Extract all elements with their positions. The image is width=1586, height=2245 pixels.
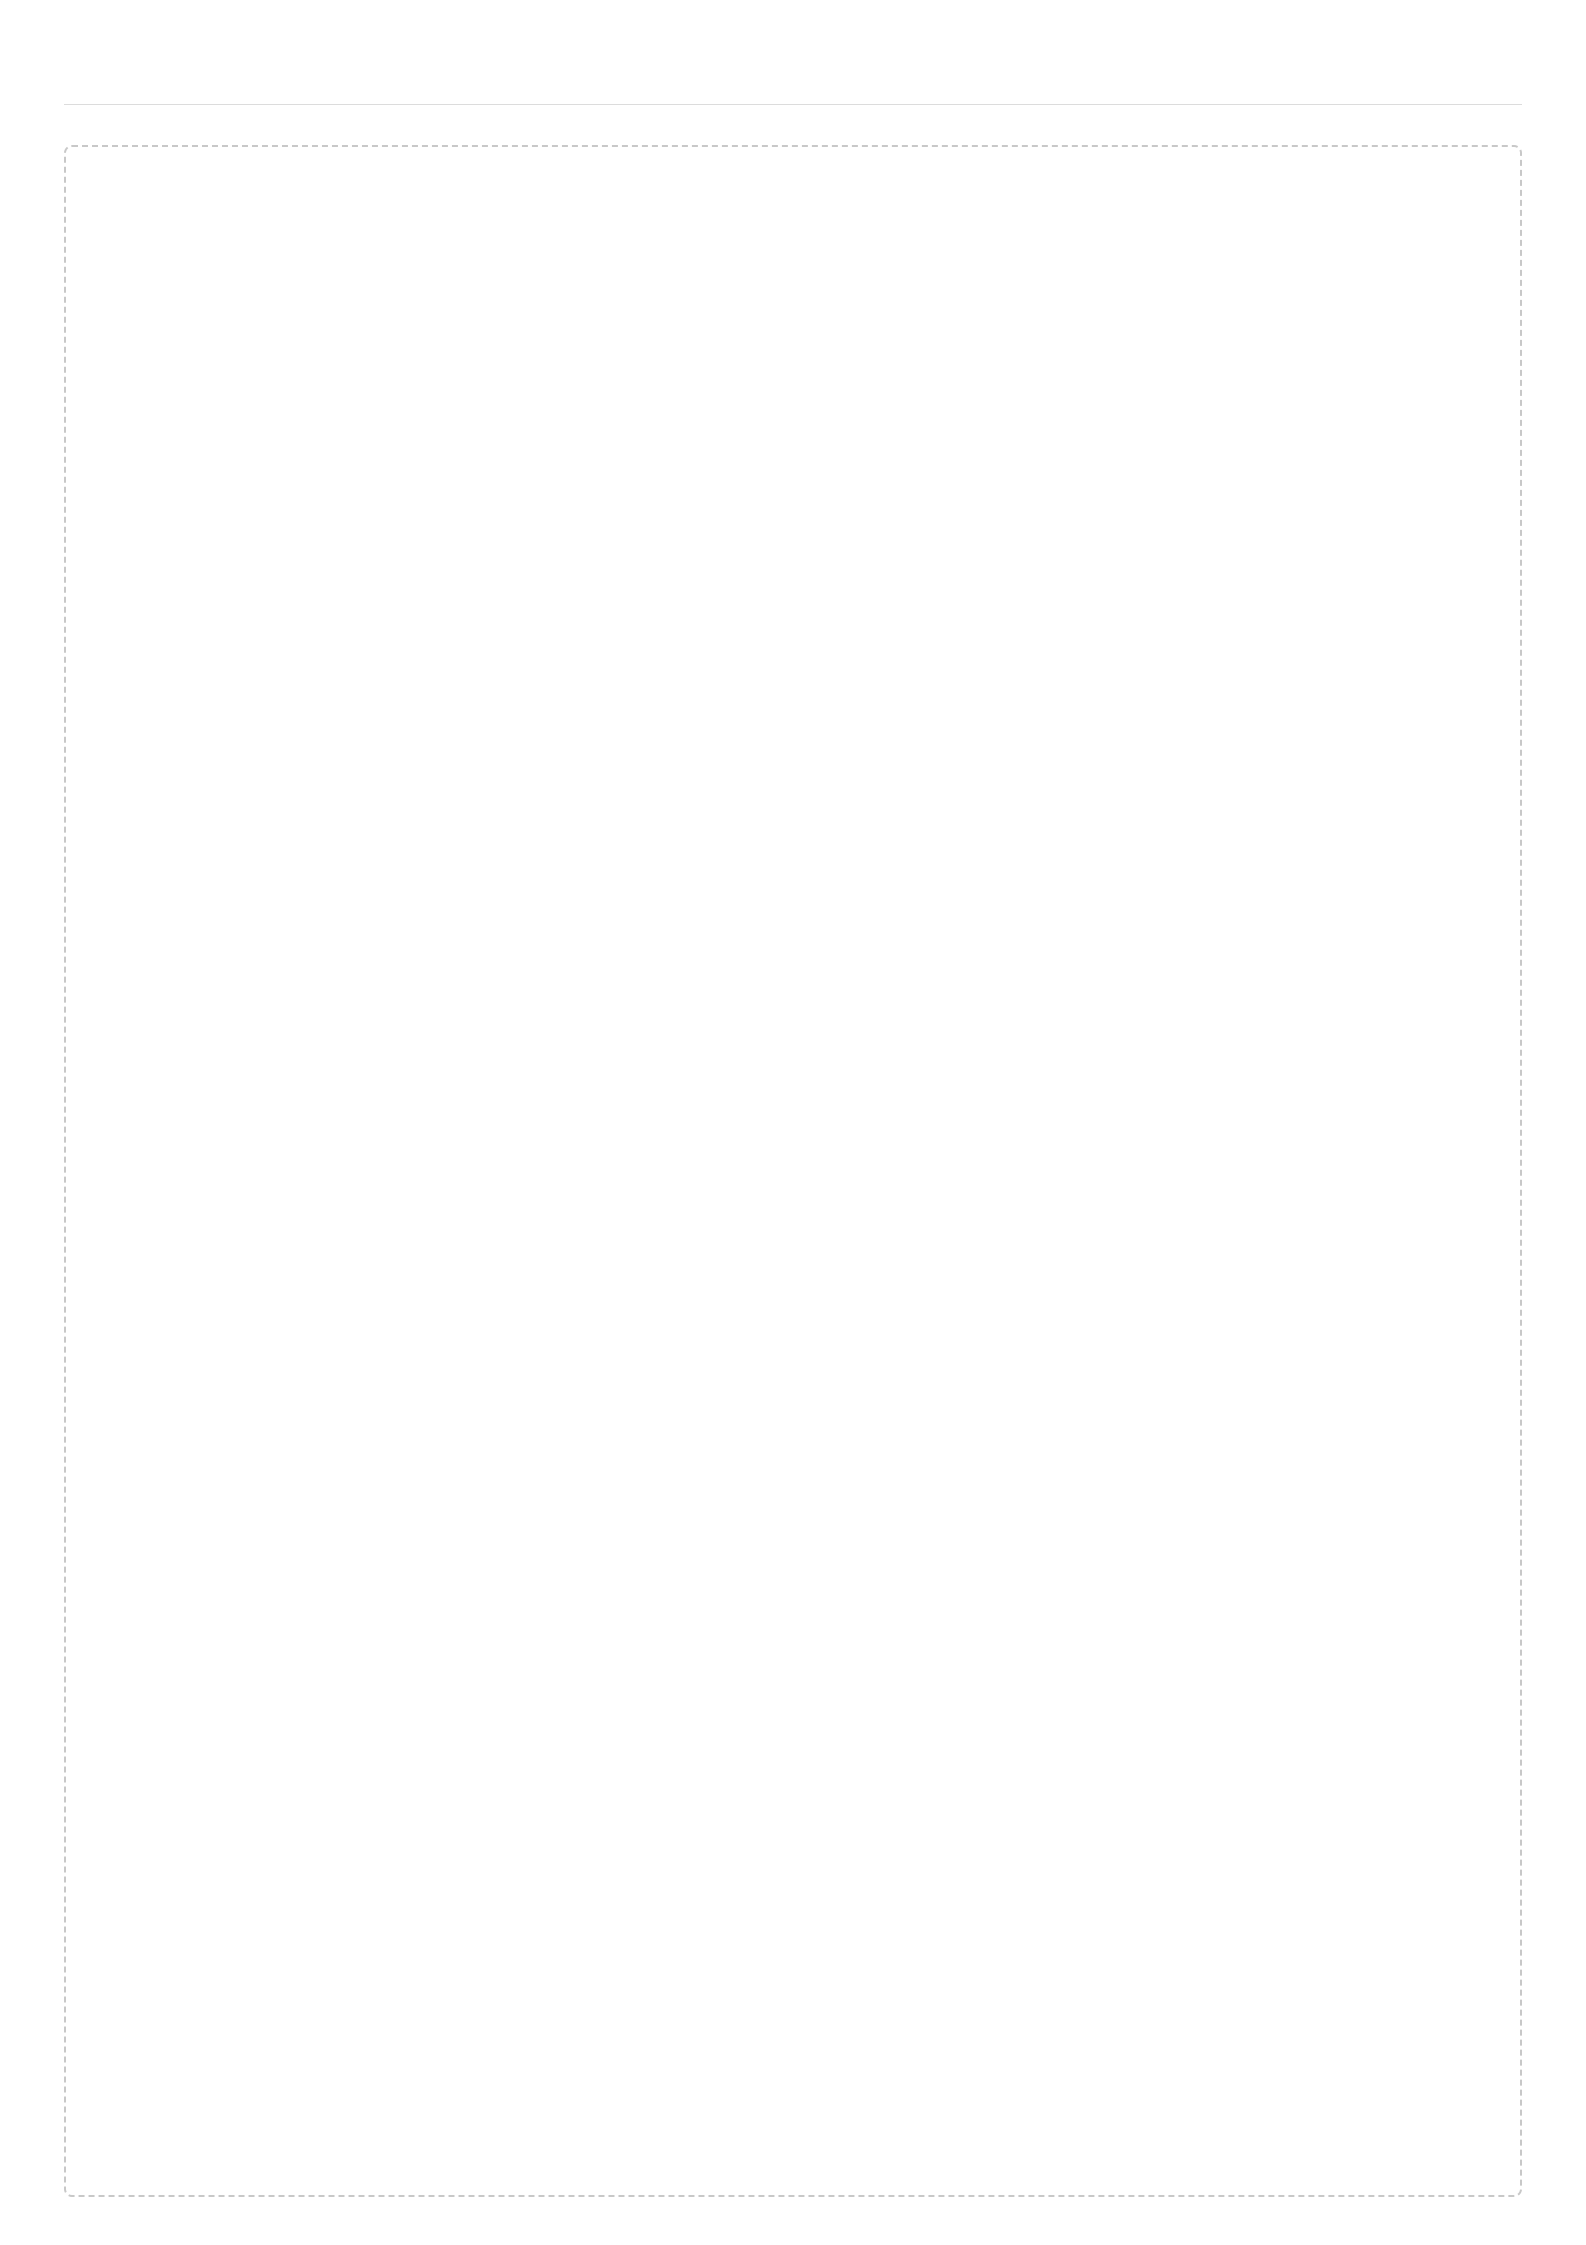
main-content xyxy=(64,129,1522,2197)
content-area xyxy=(64,145,1522,2197)
page-header xyxy=(64,48,1522,105)
